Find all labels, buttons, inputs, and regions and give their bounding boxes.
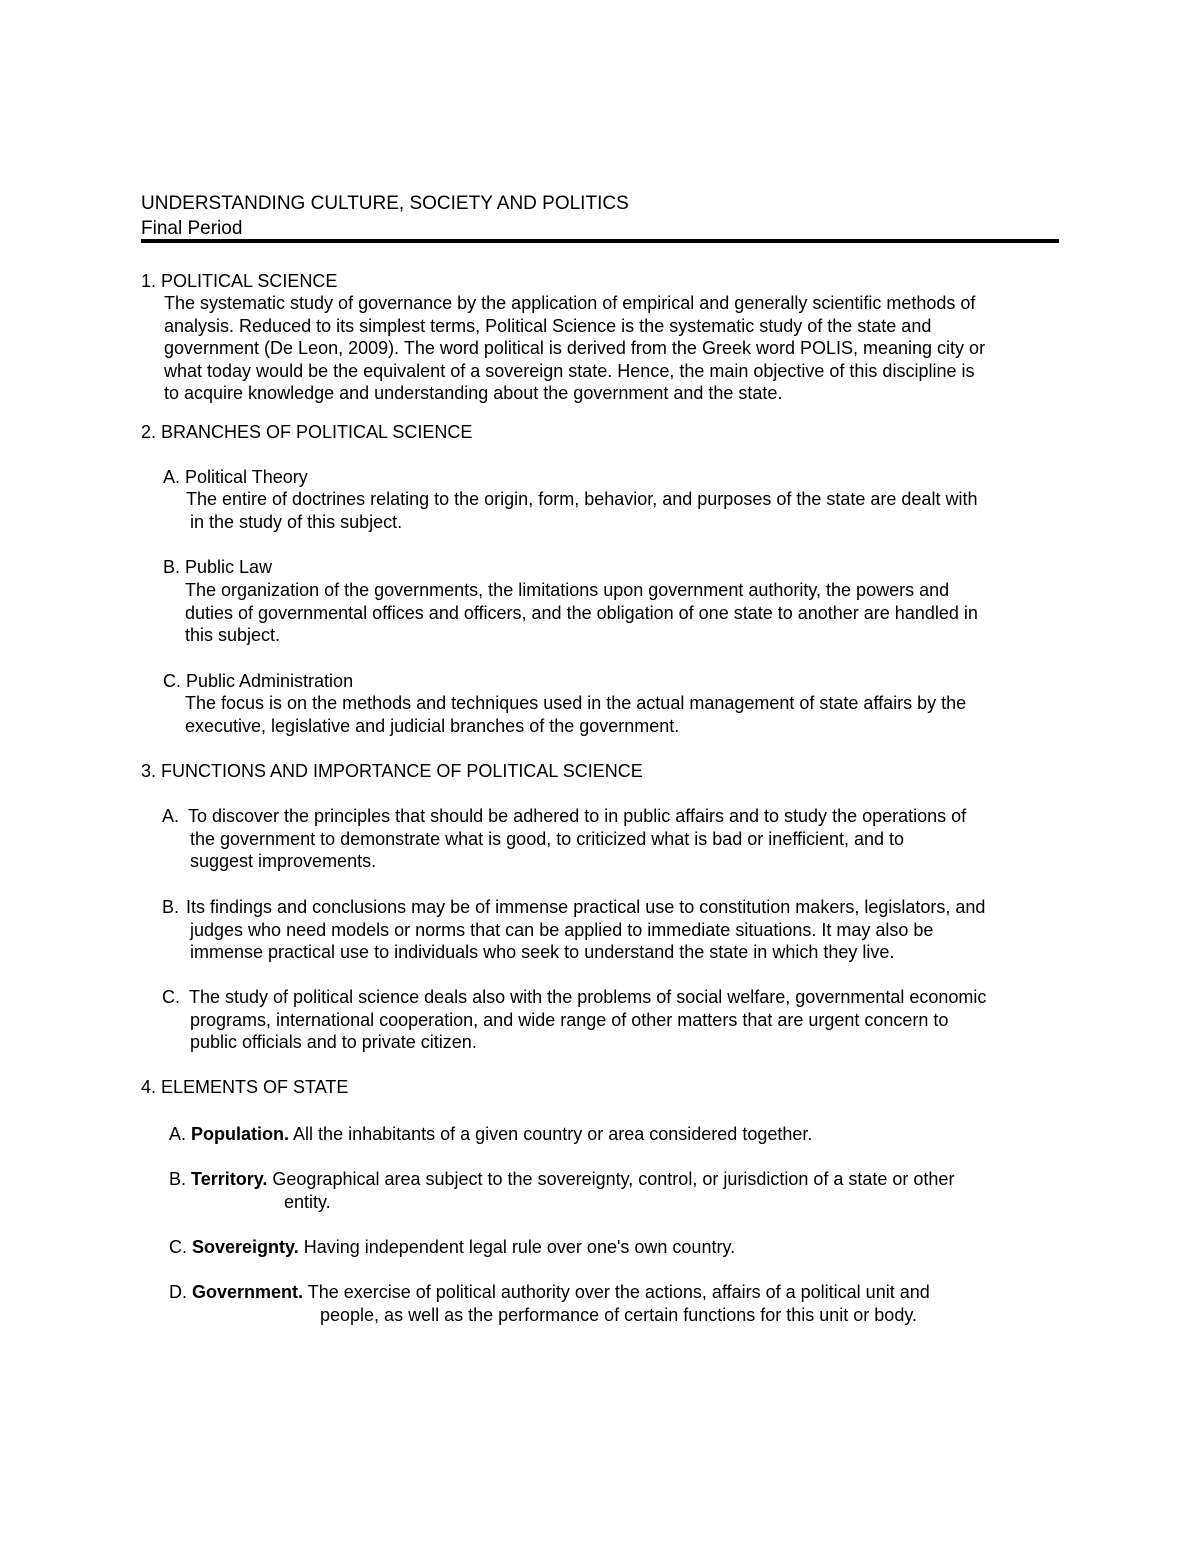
paragraph-line: To discover the principles that should be adhered to in public affairs and to study the operations of bbox=[188, 806, 967, 826]
section-heading-branches: 2. BRANCHES OF POLITICAL SCIENCE bbox=[141, 422, 473, 442]
function-body-c bbox=[189, 986, 986, 1054]
element-term: Sovereignty. bbox=[192, 1237, 299, 1257]
paragraph-line: what today would be the equivalent of a sovereign state. Hence, the main objective of this discipline is bbox=[164, 360, 975, 381]
function-marker-a: A. bbox=[162, 806, 180, 826]
element-term: Government. bbox=[192, 1282, 304, 1302]
document-title: UNDERSTANDING CULTURE, SOCIETY AND POLITICS bbox=[141, 193, 629, 214]
paragraph-line: Its findings and conclusions may be of immense practical use to constitution makers, legislators, and bbox=[186, 897, 986, 917]
element-definition: All the inhabitants of a given country or area considered together. bbox=[293, 1124, 813, 1144]
paragraph-line: analysis. Reduced to its simplest terms, Political Science is the systematic study of the state and bbox=[164, 315, 932, 336]
function-body-b bbox=[186, 896, 985, 964]
paragraph-line: the government to demonstrate what is good, to criticized what is bad or inefficient, and to bbox=[190, 828, 905, 849]
element-term: Population. bbox=[191, 1124, 290, 1144]
paragraph-line: public officials and to private citizen. bbox=[190, 1032, 477, 1052]
paragraph-line: to acquire knowledge and understanding about the government and the state. bbox=[164, 383, 783, 403]
paragraph-line: The study of political science deals also with the problems of social welfare, governmental economic bbox=[189, 987, 987, 1007]
element-territory bbox=[169, 1168, 954, 1190]
section-body-political-science bbox=[164, 292, 985, 405]
element-government bbox=[169, 1281, 930, 1303]
branch-label-public-administration: C. Public Administration bbox=[163, 671, 354, 691]
section-heading-political-science: 1. POLITICAL SCIENCE bbox=[141, 271, 338, 291]
function-marker-c: C. bbox=[162, 987, 180, 1007]
function-body-a bbox=[188, 805, 966, 873]
element-marker: A. bbox=[169, 1124, 187, 1144]
branch-body-public-administration bbox=[185, 692, 966, 737]
element-term: Territory. bbox=[191, 1169, 268, 1189]
title-rule bbox=[141, 239, 1059, 243]
element-territory-continuation: entity. bbox=[284, 1192, 331, 1212]
section-heading-functions: 3. FUNCTIONS AND IMPORTANCE OF POLITICAL SCIENCE bbox=[141, 761, 643, 781]
paragraph-line: The organization of the governments, the limitations upon government authority, the powers and bbox=[185, 580, 950, 600]
paragraph-line: government (De Leon, 2009). The word political is derived from the Greek word POLIS, meaning city or bbox=[164, 338, 986, 358]
paragraph-line: The systematic study of governance by the application of empirical and generally scientific methods of bbox=[164, 293, 976, 313]
paragraph-line: suggest improvements. bbox=[190, 851, 377, 871]
title-block bbox=[141, 191, 1059, 241]
section-heading-elements-of-state: 4. ELEMENTS OF STATE bbox=[141, 1077, 349, 1097]
element-marker: D. bbox=[169, 1282, 187, 1302]
element-sovereignty bbox=[169, 1236, 735, 1258]
element-government-continuation: people, as well as the performance of certain functions for this unit or body. bbox=[320, 1305, 917, 1325]
paragraph-line: this subject. bbox=[185, 625, 281, 645]
paragraph-line: The focus is on the methods and techniques used in the actual management of state affairs by the bbox=[185, 693, 967, 713]
element-definition: The exercise of political authority over the actions, affairs of a political unit and bbox=[307, 1282, 930, 1302]
paragraph-line: immense practical use to individuals who seek to understand the state in which they live. bbox=[190, 942, 895, 962]
branch-label-political-theory: A. Political Theory bbox=[163, 467, 308, 487]
function-marker-b: B. bbox=[162, 897, 180, 917]
element-definition: Geographical area subject to the sovereignty, control, or jurisdiction of a state or other bbox=[272, 1169, 955, 1189]
element-marker: C. bbox=[169, 1237, 187, 1257]
branch-label-public-law: B. Public Law bbox=[163, 557, 273, 577]
paragraph-line: judges who need models or norms that can be applied to immediate situations. It may also be bbox=[190, 919, 934, 940]
document-subtitle: Final Period bbox=[141, 218, 243, 239]
element-definition: Having independent legal rule over one's own country. bbox=[303, 1237, 736, 1257]
paragraph-line: duties of governmental offices and officers, and the obligation of one state to another are handled in bbox=[185, 602, 978, 623]
element-population bbox=[169, 1123, 812, 1145]
branch-body-political-theory bbox=[186, 488, 977, 533]
paragraph-line: executive, legislative and judicial branches of the government. bbox=[185, 715, 680, 736]
paragraph-line: programs, international cooperation, and wide range of other matters that are urgent concern to bbox=[190, 1009, 949, 1030]
paragraph-line: in the study of this subject. bbox=[190, 511, 403, 532]
branch-body-public-law bbox=[185, 579, 978, 647]
element-marker: B. bbox=[169, 1169, 187, 1189]
paragraph-line: The entire of doctrines relating to the origin, form, behavior, and purposes of the state are dealt with bbox=[186, 489, 978, 509]
